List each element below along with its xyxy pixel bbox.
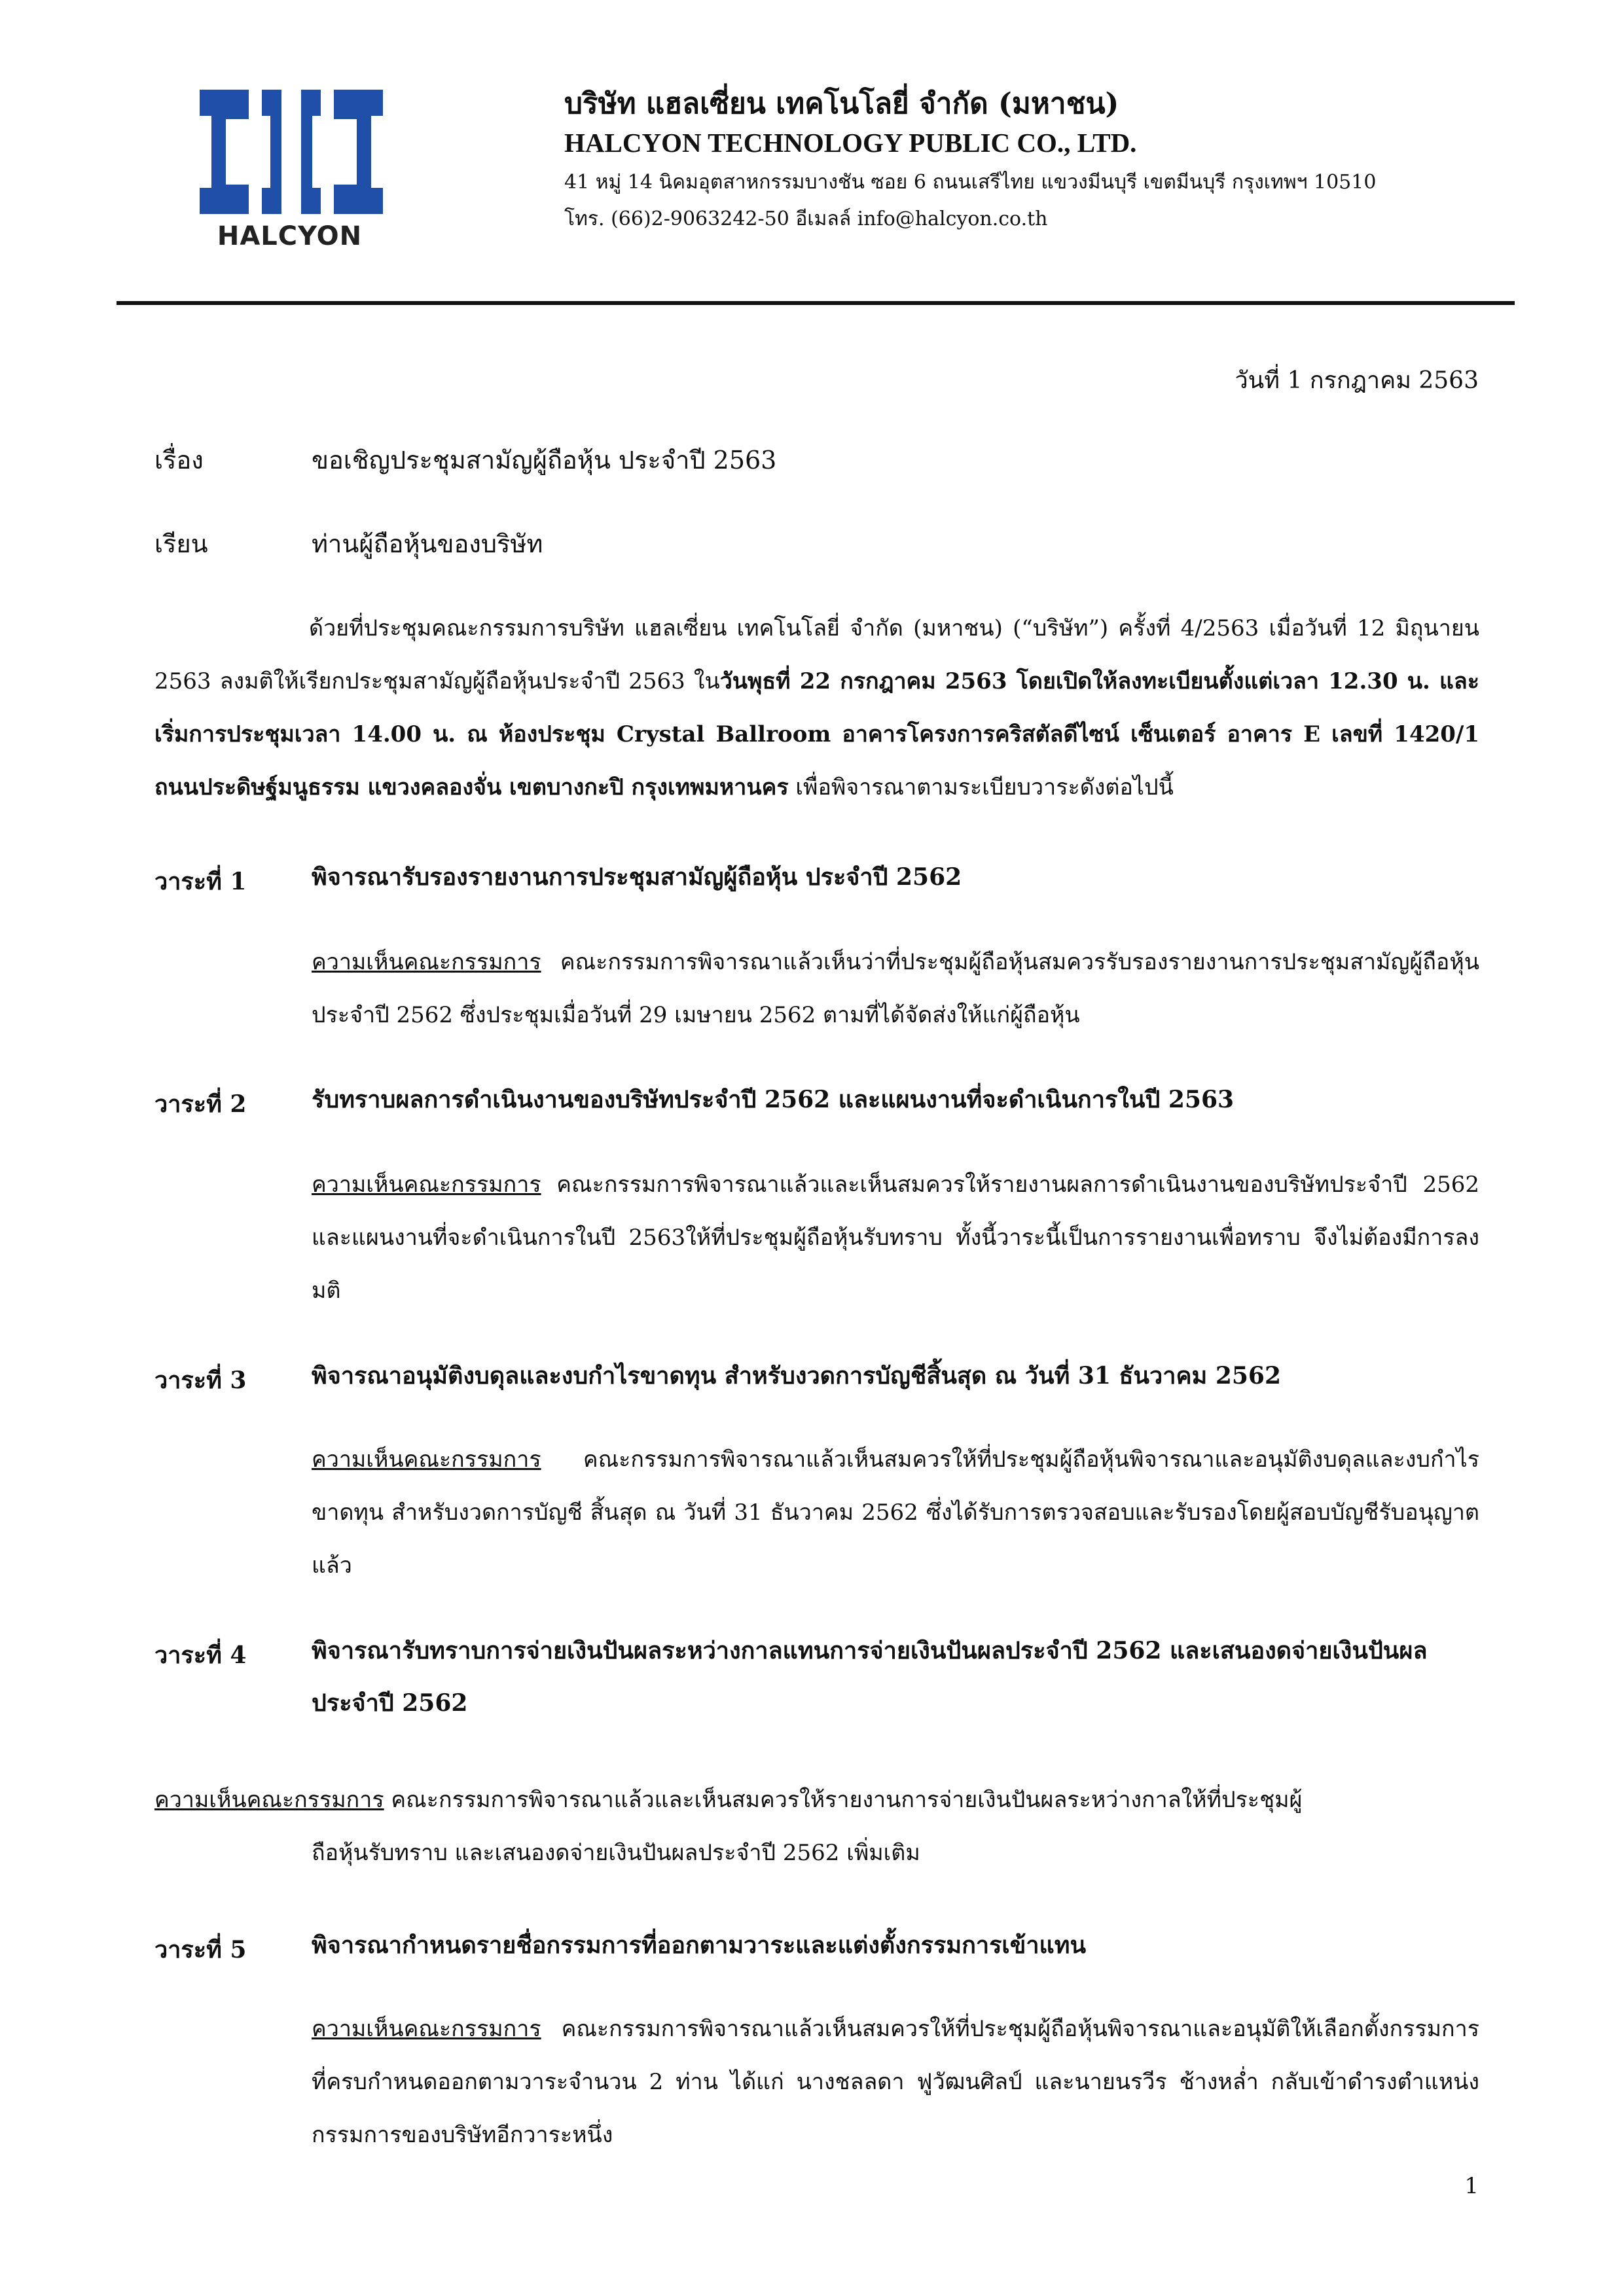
company-header <box>564 84 1376 234</box>
agenda-2-title: รับทราบผลการดำเนินงานของบริษัทประจำปี 2562 และแผนงานที่จะดำเนินการในปี 2563 <box>312 1086 1235 1113</box>
agenda-5-opinion-text: คณะกรรมการพิจารณาแล้วเห็นสมควรให้ที่ประชุมผู้ถือหุ้นพิจารณาและอนุมัติให้เลือกตั้งกรรมการที่ครบกำหนดออกตามวาระจำนวน 2 ท่าน ได้แก่ นางชลลดา ฟูวัฒนศิลป์ และนายนรวีร ช้างหล่ำ กลับเข้าดำรงตำแหน่งกรรมการของบริษัทอีกวาระหนึ่ง <box>312 2016 1479 2148</box>
opinion-label: ความเห็นคณะกรรมการ <box>312 1172 541 1198</box>
opinion-label: ความเห็นคณะกรรมการ <box>154 1787 384 1813</box>
subject-text: ขอเชิญประชุมสามัญผู้ถือหุ้น ประจำปี 2563 <box>312 446 777 475</box>
company-name-en: HALCYON TECHNOLOGY PUBLIC CO., LTD. <box>564 128 1137 158</box>
recipient-label: เรียน <box>154 529 208 558</box>
letter-date: วันที่ 1 กรกฎาคม 2563 <box>1235 367 1479 394</box>
agenda-4-opinion-line-1: คณะกรรมการพิจารณาแล้วและเห็นสมควรให้รายงานการจ่ายเงินปันผลระหว่างกาลให้ที่ประชุมผู้ <box>384 1787 1303 1813</box>
company-contact: โทร. (66)2-9063242-50 อีเมลล์ info@halcyon.co.th <box>564 207 1048 230</box>
agenda-5-title: พิจารณากำหนดรายชื่อกรรมการที่ออกตามวาระและแต่งตั้งกรรมการเข้าแทน <box>312 1931 1087 1959</box>
header-divider <box>117 301 1515 305</box>
company-name-th: บริษัท แฮลเซี่ยน เทคโนโลยี่ จำกัด (มหาชน) <box>564 87 1119 120</box>
agenda-2-opinion <box>312 1158 1479 1318</box>
intro-meeting-details: วันพุธที่ 22 กรกฎาคม 2563 โดยเปิดให้ลงทะเบียนตั้งแต่เวลา 12.30 น. และเริ่มการประชุมเวลา 14.00 น. ณ ห้องประชุม Crystal Ballroom อาคารโครงการคริสตัลดีไซน์ เซ็นเตอร์ อาคาร E เลขที่ 1420/1 ถนนประดิษฐ์มนูธรรม แขวงคลองจั่น เขตบางกะปิ กรุงเทพมหานคร <box>154 668 1479 800</box>
agenda-4-title: พิจารณารับทราบการจ่ายเงินปันผลระหว่างกาลแทนการจ่ายเงินปันผลประจำปี 2562 และเสนองดจ่ายเงินปันผลประจำปี 2562 <box>312 1637 1428 1717</box>
opinion-label: ความเห็นคณะกรรมการ <box>312 2016 541 2042</box>
agenda-1-opinion-text: คณะกรรมการพิจารณาแล้วเห็นว่าที่ประชุมผู้ถือหุ้นสมควรรับรองรายงานการประชุมสามัญผู้ถือหุ้น ประจำปี 2562 ซึ่งประชุมเมื่อวันที่ 29 เมษายน 2562 ตามที่ได้จัดส่งให้แก่ผู้ถือหุ้น <box>312 949 1479 1028</box>
intro-paragraph <box>154 602 1479 814</box>
agenda-5-number: วาระที่ 5 <box>154 1936 247 1964</box>
recipient-text: ท่านผู้ถือหุ้นของบริษัท <box>312 529 543 558</box>
intro-text-2: เพื่อพิจารณาตามระเบียบวาระดังต่อไปนี้ <box>788 774 1174 800</box>
opinion-label: ความเห็นคณะกรรมการ <box>312 1446 541 1473</box>
agenda-3-number: วาระที่ 3 <box>154 1367 247 1394</box>
company-address: 41 หมู่ 14 นิคมอุตสาหกรรมบางชัน ซอย 6 ถนนเสรีไทย แขวงมีนบุรี เขตมีนบุรี กรุงเทพฯ 10510 <box>564 171 1377 194</box>
intro-text-1: ด้วยที่ประชุมคณะกรรมการบริษัท แฮลเซี่ยน เทคโนโลยี่ จำกัด (มหาชน) (“บริษัท”) ครั้งที่ 4/2563 เมื่อวันที่ 12 มิถุนายน 2563 ลงมติให้เรียกประชุมสามัญผู้ถือหุ้นประจำปี 2563 ใน <box>154 615 1479 694</box>
agenda-4-number: วาระที่ 4 <box>154 1641 247 1669</box>
subject-label: เรื่อง <box>154 446 204 475</box>
opinion-label: ความเห็นคณะกรรมการ <box>312 949 541 975</box>
agenda-4-opinion-line-2: ถือหุ้นรับทราบ และเสนองดจ่ายเงินปันผลประจำปี 2562 เพิ่มเติม <box>312 1840 920 1866</box>
agenda-2-opinion-text: คณะกรรมการพิจารณาแล้วและเห็นสมควรให้รายงานผลการดำเนินงานของบริษัทประจำปี 2562 และแผนงานที่จะดำเนินการในปี 2563ให้ที่ประชุมผู้ถือหุ้นรับทราบ ทั้งนี้วาระนี้เป็นการรายงานเพื่อทราบ จึงไม่ต้องมีการลงมติ <box>312 1172 1479 1304</box>
agenda-3-opinion-text: คณะกรรมการพิจารณาแล้วเห็นสมควรให้ที่ประชุมผู้ถือหุ้นพิจารณาและอนุมัติงบดุลและงบกำไรขาดทุน สำหรับงวดการบัญชี สิ้นสุด ณ วันที่ 31 ธันวาคม 2562 ซึ่งได้รับการตรวจสอบและรับรองโดยผู้สอบบัญชีรับอนุญาตแล้ว <box>312 1446 1479 1579</box>
agenda-4-opinion <box>154 1774 1479 1880</box>
agenda-3-opinion <box>312 1433 1479 1592</box>
agenda-3-title: พิจารณาอนุมัติงบดุลและงบกำไรขาดทุน สำหรับงวดการบัญชีสิ้นสุด ณ วันที่ 31 ธันวาคม 2562 <box>312 1362 1282 1390</box>
logo-wordmark: HALCYON <box>217 221 363 251</box>
agenda-1-number: วาระที่ 1 <box>154 868 247 895</box>
page-number: 1 <box>1464 2173 1479 2199</box>
agenda-1-opinion <box>312 936 1479 1042</box>
agenda-1-title: พิจารณารับรองรายงานการประชุมสามัญผู้ถือหุ้น ประจำปี 2562 <box>312 863 962 891</box>
agenda-2-number: วาระที่ 2 <box>154 1090 247 1118</box>
agenda-5-opinion <box>312 2003 1479 2162</box>
